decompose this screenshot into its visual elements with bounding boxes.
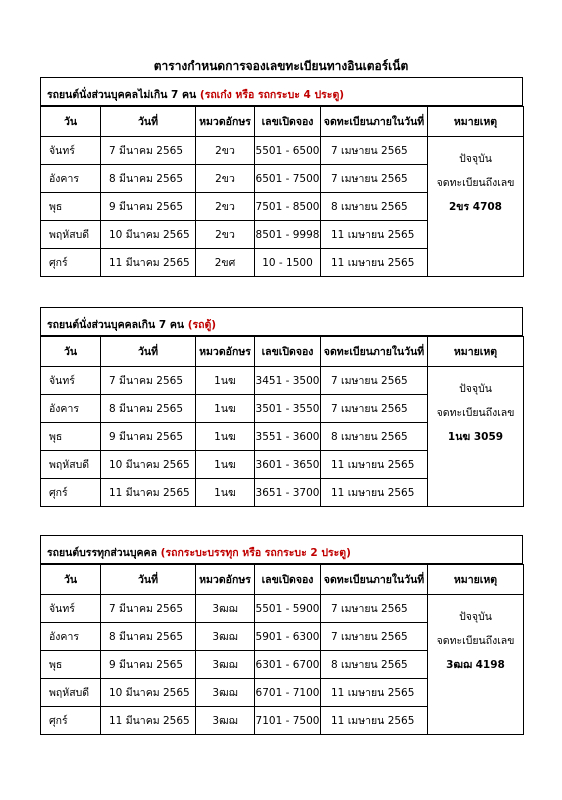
cell-date: 10 มีนาคม 2565 [101, 451, 196, 479]
col-header-day: วัน [41, 565, 101, 595]
cell-day: ศุกร์ [41, 707, 101, 735]
section-heading [40, 535, 523, 564]
cell-date: 7 มีนาคม 2565 [101, 137, 196, 165]
col-header-code: หมวดอักษร [196, 107, 255, 137]
col-header-note: หมายเหตุ [428, 337, 524, 367]
cell-date: 8 มีนาคม 2565 [101, 623, 196, 651]
cell-range: 3501 - 3550 [255, 395, 321, 423]
col-header-range: เลขเปิดจอง [255, 337, 321, 367]
cell-code: 2ขว [196, 137, 255, 165]
cell-range: 10 - 1500 [255, 249, 321, 277]
cell-code: 3ฒฌ [196, 595, 255, 623]
cell-code: 1นฆ [196, 423, 255, 451]
schedule-table [40, 564, 524, 735]
cell-code: 3ฒฌ [196, 651, 255, 679]
cell-range: 6501 - 7500 [255, 165, 321, 193]
cell-date: 10 มีนาคม 2565 [101, 679, 196, 707]
cell-day: ศุกร์ [41, 249, 101, 277]
col-header-register-by: จดทะเบียนภายในวันที่ [321, 565, 428, 595]
cell-date: 9 มีนาคม 2565 [101, 651, 196, 679]
cell-register-by: 11 เมษายน 2565 [321, 221, 428, 249]
section-heading-text: รถยนต์นั่งส่วนบุคคลไม่เกิน 7 คน [47, 89, 197, 101]
section-sedan [40, 77, 523, 277]
cell-day: อังคาร [41, 623, 101, 651]
col-header-date: วันที่ [101, 565, 196, 595]
col-header-date: วันที่ [101, 107, 196, 137]
section-heading [40, 77, 523, 106]
cell-date: 9 มีนาคม 2565 [101, 423, 196, 451]
cell-date: 11 มีนาคม 2565 [101, 249, 196, 277]
cell-register-by: 11 เมษายน 2565 [321, 679, 428, 707]
schedule-table [40, 336, 524, 507]
cell-code: 1นฆ [196, 367, 255, 395]
cell-register-by: 7 เมษายน 2565 [321, 137, 428, 165]
cell-range: 7101 - 7500 [255, 707, 321, 735]
cell-code: 3ฒฌ [196, 679, 255, 707]
cell-range: 5501 - 6500 [255, 137, 321, 165]
cell-date: 8 มีนาคม 2565 [101, 165, 196, 193]
table-row [41, 137, 524, 165]
cell-date: 11 มีนาคม 2565 [101, 479, 196, 507]
note-line1: ปัจจุบัน [459, 153, 492, 165]
note-line2: จดทะเบียนถึงเลข [436, 177, 515, 189]
cell-date: 7 มีนาคม 2565 [101, 367, 196, 395]
cell-date: 11 มีนาคม 2565 [101, 707, 196, 735]
section-heading-text: รถยนต์บรรทุกส่วนบุคคล [47, 547, 157, 559]
cell-day: อังคาร [41, 395, 101, 423]
cell-register-by: 11 เมษายน 2565 [321, 249, 428, 277]
section-van [40, 307, 523, 507]
cell-day: ศุกร์ [41, 479, 101, 507]
section-heading [40, 307, 523, 336]
cell-code: 1นฆ [196, 451, 255, 479]
cell-range: 3451 - 3500 [255, 367, 321, 395]
cell-date: 8 มีนาคม 2565 [101, 395, 196, 423]
section-heading-text: รถยนต์นั่งส่วนบุคคลเกิน 7 คน [47, 319, 185, 331]
cell-code: 1นฆ [196, 395, 255, 423]
schedule-table [40, 106, 524, 277]
table-header-row [41, 107, 524, 137]
col-header-code: หมวดอักษร [196, 565, 255, 595]
cell-code: 2ขว [196, 193, 255, 221]
cell-range: 6301 - 6700 [255, 651, 321, 679]
col-header-range: เลขเปิดจอง [255, 107, 321, 137]
cell-date: 9 มีนาคม 2565 [101, 193, 196, 221]
table-header-row [41, 337, 524, 367]
col-header-note: หมายเหตุ [428, 107, 524, 137]
cell-register-by: 7 เมษายน 2565 [321, 165, 428, 193]
note-value: 3ฒฌ 4198 [446, 659, 505, 671]
cell-day: พฤหัสบดี [41, 451, 101, 479]
note-line1: ปัจจุบัน [459, 611, 492, 623]
cell-register-by: 11 เมษายน 2565 [321, 451, 428, 479]
cell-date: 10 มีนาคม 2565 [101, 221, 196, 249]
cell-code: 1นฆ [196, 479, 255, 507]
col-header-date: วันที่ [101, 337, 196, 367]
cell-register-by: 7 เมษายน 2565 [321, 395, 428, 423]
cell-date: 7 มีนาคม 2565 [101, 595, 196, 623]
cell-register-by: 11 เมษายน 2565 [321, 479, 428, 507]
col-header-register-by: จดทะเบียนภายในวันที่ [321, 337, 428, 367]
section-heading-note: (รถตู้) [187, 319, 217, 331]
cell-range: 5501 - 5900 [255, 595, 321, 623]
section-pickup [40, 535, 523, 735]
cell-register-by: 8 เมษายน 2565 [321, 193, 428, 221]
cell-code: 3ฒฌ [196, 623, 255, 651]
cell-range: 3551 - 3600 [255, 423, 321, 451]
cell-day: อังคาร [41, 165, 101, 193]
col-header-range: เลขเปิดจอง [255, 565, 321, 595]
cell-day: พฤหัสบดี [41, 221, 101, 249]
note-line2: จดทะเบียนถึงเลข [436, 635, 515, 647]
page-title: ตารางกำหนดการจองเลขทะเบียนทางอินเตอร์เน็ต [153, 59, 409, 73]
section-heading-note: (รถกระบะบรรทุก หรือ รถกระบะ 2 ประตู) [160, 547, 351, 559]
cell-day: จันทร์ [41, 595, 101, 623]
cell-code: 2ขศ [196, 249, 255, 277]
cell-register-by: 7 เมษายน 2565 [321, 623, 428, 651]
cell-range: 7501 - 8500 [255, 193, 321, 221]
cell-range: 5901 - 6300 [255, 623, 321, 651]
table-header-row [41, 565, 524, 595]
note-line1: ปัจจุบัน [459, 383, 492, 395]
note-value: 2ขร 4708 [448, 201, 502, 213]
cell-code: 2ขว [196, 221, 255, 249]
col-header-note: หมายเหตุ [428, 565, 524, 595]
cell-note [428, 137, 524, 277]
col-header-register-by: จดทะเบียนภายในวันที่ [321, 107, 428, 137]
cell-register-by: 8 เมษายน 2565 [321, 423, 428, 451]
cell-day: พฤหัสบดี [41, 679, 101, 707]
cell-code: 3ฒฌ [196, 707, 255, 735]
col-header-day: วัน [41, 107, 101, 137]
cell-day: พุธ [41, 651, 101, 679]
table-row [41, 367, 524, 395]
cell-register-by: 8 เมษายน 2565 [321, 651, 428, 679]
note-line2: จดทะเบียนถึงเลข [436, 407, 515, 419]
cell-register-by: 7 เมษายน 2565 [321, 595, 428, 623]
col-header-day: วัน [41, 337, 101, 367]
note-value: 1นฆ 3059 [447, 431, 504, 443]
cell-register-by: 11 เมษายน 2565 [321, 707, 428, 735]
cell-code: 2ขว [196, 165, 255, 193]
cell-day: จันทร์ [41, 367, 101, 395]
cell-range: 3651 - 3700 [255, 479, 321, 507]
cell-range: 8501 - 9998 [255, 221, 321, 249]
cell-note [428, 595, 524, 735]
col-header-code: หมวดอักษร [196, 337, 255, 367]
cell-register-by: 7 เมษายน 2565 [321, 367, 428, 395]
cell-day: พุธ [41, 423, 101, 451]
cell-range: 6701 - 7100 [255, 679, 321, 707]
section-heading-note: (รถเก๋ง หรือ รถกระบะ 4 ประตู) [199, 89, 345, 101]
cell-day: จันทร์ [41, 137, 101, 165]
cell-day: พุธ [41, 193, 101, 221]
cell-range: 3601 - 3650 [255, 451, 321, 479]
cell-note [428, 367, 524, 507]
table-row [41, 595, 524, 623]
